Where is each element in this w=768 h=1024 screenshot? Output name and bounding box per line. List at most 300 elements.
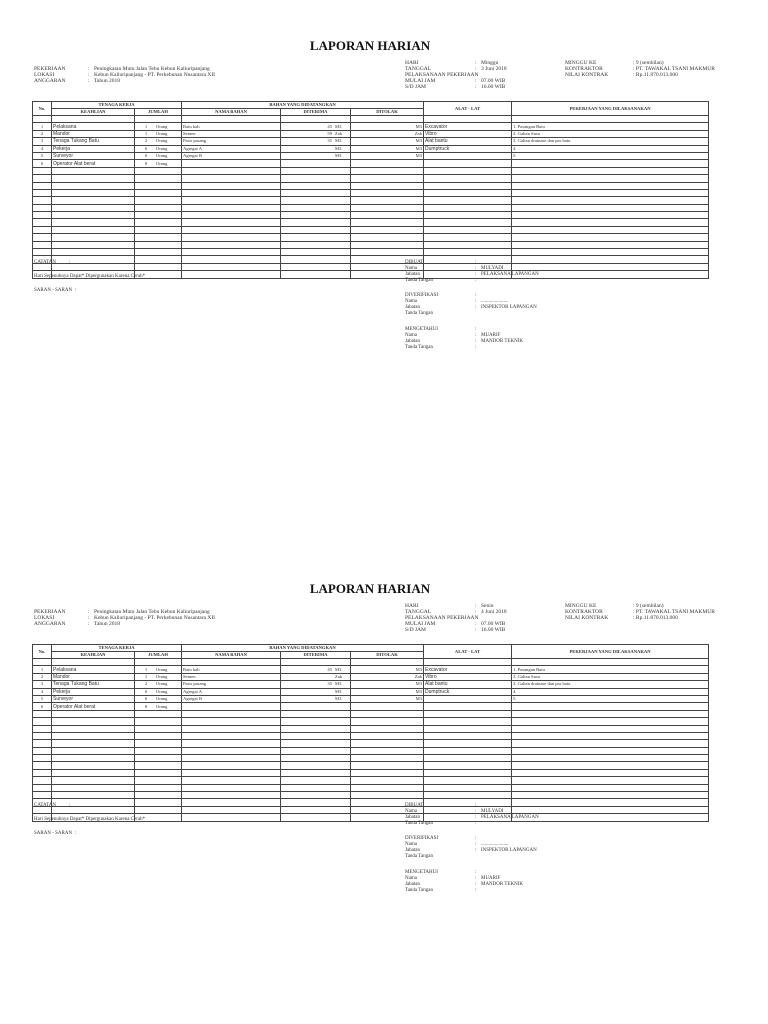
jumlah-cell bbox=[135, 152, 182, 159]
alat-cell bbox=[424, 710, 512, 717]
alat-cell bbox=[424, 182, 512, 189]
diterima-cell bbox=[281, 673, 351, 680]
jumlah-cell bbox=[135, 167, 182, 174]
alat-cell bbox=[424, 762, 512, 769]
header-nama-bahan: NAMA BAHAN bbox=[182, 109, 281, 116]
jumlah-unit: Orang bbox=[156, 123, 168, 129]
jumlah-unit: Orang bbox=[156, 673, 168, 679]
alat-cell bbox=[424, 160, 512, 167]
jumlah-unit: Orang bbox=[156, 688, 168, 694]
pekerjaan-cell bbox=[512, 219, 709, 226]
jumlah-cell bbox=[135, 740, 182, 747]
alat-cell bbox=[424, 219, 512, 226]
keahlian-cell bbox=[52, 732, 135, 739]
alat-cell bbox=[424, 695, 512, 702]
diterima-cell bbox=[281, 249, 351, 256]
row-number bbox=[33, 212, 52, 219]
ditolak-cell: M3 bbox=[351, 681, 424, 688]
row-number bbox=[33, 241, 52, 248]
table-cell bbox=[281, 116, 351, 123]
diterima-cell bbox=[281, 189, 351, 196]
pekerjaan-cell bbox=[512, 167, 709, 174]
diterima-cell bbox=[281, 256, 351, 263]
row-number bbox=[33, 755, 52, 762]
ditolak-cell bbox=[351, 160, 424, 167]
table-row bbox=[33, 799, 709, 806]
jumlah-unit: Orang bbox=[156, 696, 168, 702]
ditolak-cell: M3 bbox=[351, 145, 424, 152]
row-number bbox=[33, 219, 52, 226]
nama-bahan-cell bbox=[182, 732, 281, 739]
header-ditolak: DITOLAK bbox=[351, 652, 424, 659]
jumlah-cell bbox=[135, 182, 182, 189]
header-pekerjaan: PEKERJAAN YANG DILAKSANAKAN bbox=[512, 102, 709, 116]
jumlah-unit: Orang bbox=[156, 130, 168, 136]
ditolak-cell bbox=[351, 777, 424, 784]
pekerjaan-cell bbox=[512, 271, 709, 278]
alat-cell bbox=[424, 189, 512, 196]
nama-bahan-cell: Pasir pasang bbox=[182, 138, 281, 145]
jumlah-cell bbox=[135, 175, 182, 182]
nama-bahan-cell bbox=[182, 182, 281, 189]
pekerjaan-cell bbox=[512, 792, 709, 799]
jumlah-cell bbox=[135, 769, 182, 776]
keahlian-cell bbox=[52, 197, 135, 204]
ditolak-cell: M3 bbox=[351, 123, 424, 130]
ditolak-cell bbox=[351, 740, 424, 747]
pekerjaan-cell: 5. bbox=[512, 695, 709, 702]
diterima-unit: Zak bbox=[335, 130, 343, 136]
row-number bbox=[33, 784, 52, 791]
row-number bbox=[33, 732, 52, 739]
row-number bbox=[33, 792, 52, 799]
nama-bahan-cell bbox=[182, 167, 281, 174]
report-title: LAPORAN HARIAN bbox=[309, 581, 431, 596]
table-row bbox=[33, 703, 709, 710]
pekerjaan-cell bbox=[512, 740, 709, 747]
schedule-info: HARI : Senin TANGGAL : 4 Juni 2018 PELAKSANAAN PEKERJAAN MULAI JAM : 07.00 WIB S/D JAM : 16.00 WIB bbox=[405, 603, 507, 633]
pekerjaan-cell: 4. bbox=[512, 145, 709, 152]
pekerjaan-cell bbox=[512, 256, 709, 263]
ditolak-cell bbox=[351, 718, 424, 725]
header-keahlian: KEAHLIAN bbox=[52, 109, 135, 116]
pekerjaan-cell bbox=[512, 718, 709, 725]
table-row bbox=[33, 182, 709, 189]
pekerjaan-cell bbox=[512, 747, 709, 754]
jumlah-cell bbox=[135, 732, 182, 739]
row-number bbox=[33, 249, 52, 256]
table-row bbox=[33, 666, 709, 673]
jumlah-cell bbox=[135, 710, 182, 717]
ditolak-cell bbox=[351, 249, 424, 256]
table-row bbox=[33, 755, 709, 762]
pekerjaan-cell: 1. Pasangan Batu bbox=[512, 666, 709, 673]
keahlian-cell: Pelaksana bbox=[52, 666, 135, 673]
ditolak-cell bbox=[351, 703, 424, 710]
nama-bahan-cell: Semen bbox=[182, 673, 281, 680]
table-row bbox=[33, 175, 709, 182]
table-cell bbox=[512, 116, 709, 123]
jumlah-cell bbox=[135, 747, 182, 754]
nama-bahan-cell bbox=[182, 212, 281, 219]
nama-bahan-cell bbox=[182, 175, 281, 182]
pekerjaan-cell bbox=[512, 204, 709, 211]
jumlah-cell bbox=[135, 256, 182, 263]
row-number bbox=[33, 197, 52, 204]
jumlah-cell bbox=[135, 695, 182, 702]
jumlah-cell bbox=[135, 263, 182, 270]
jumlah-cell bbox=[135, 762, 182, 769]
row-number: 6 bbox=[33, 703, 52, 710]
table-row bbox=[33, 160, 709, 167]
keahlian-cell bbox=[52, 718, 135, 725]
nama-bahan-cell bbox=[182, 718, 281, 725]
jumlah-cell bbox=[135, 755, 182, 762]
keahlian-cell bbox=[52, 740, 135, 747]
pekerjaan-cell bbox=[512, 784, 709, 791]
ditolak-cell bbox=[351, 175, 424, 182]
ditolak-cell bbox=[351, 234, 424, 241]
nama-bahan-cell: Pasir pasang bbox=[182, 681, 281, 688]
contract-info: MINGGU KE : 9 (sembilan) KONTRAKTOR : PT. TAWAKAL TSANI MAKMUR NILAI KONTRAK : Rp.11.870.013.000 bbox=[565, 603, 715, 621]
alat-cell bbox=[424, 718, 512, 725]
jumlah-cell bbox=[135, 666, 182, 673]
table-row bbox=[33, 130, 709, 137]
nama-bahan-cell bbox=[182, 725, 281, 732]
row-number: 2 bbox=[33, 130, 52, 137]
keahlian-cell: Tenaga Tukang Batu bbox=[52, 138, 135, 145]
ditolak-cell bbox=[351, 226, 424, 233]
jumlah-cell bbox=[135, 792, 182, 799]
nama-bahan-cell bbox=[182, 160, 281, 167]
table-row bbox=[33, 806, 709, 813]
diterima-cell bbox=[281, 762, 351, 769]
diterima-cell bbox=[281, 234, 351, 241]
table-row bbox=[33, 740, 709, 747]
table-row bbox=[33, 784, 709, 791]
alat-cell bbox=[424, 175, 512, 182]
header-no: No. bbox=[33, 102, 52, 116]
ditolak-cell bbox=[351, 167, 424, 174]
diterima-cell bbox=[281, 710, 351, 717]
diterima-cell bbox=[281, 732, 351, 739]
table-cell bbox=[182, 659, 281, 666]
pekerjaan-cell bbox=[512, 189, 709, 196]
diterima-cell bbox=[281, 197, 351, 204]
nama-bahan-cell bbox=[182, 263, 281, 270]
jumlah-value: 6 bbox=[144, 696, 148, 702]
diterima-cell bbox=[281, 799, 351, 806]
diterima-unit: Zak bbox=[335, 673, 343, 679]
project-info: PEKERJAAN : Peningkatan Mutu Jalan Tebu Kebun Kaliuripanjang LOKASI : Kebun Kaliuripanjang - PT. Perkebunan Nusantara XII ANGGARAN : Tahun 2018 bbox=[34, 66, 216, 84]
diterima-unit: M3 bbox=[335, 138, 342, 144]
nama-bahan-cell bbox=[182, 710, 281, 717]
jumlah-cell bbox=[135, 226, 182, 233]
project-info: PEKERJAAN : Peningkatan Mutu Jalan Tebu Kebun Kaliuripanjang LOKASI : Kebun Kaliuripanjang - PT. Perkebunan Nusantara XII ANGGARAN : Tahun 2018 bbox=[34, 609, 216, 627]
pekerjaan-cell bbox=[512, 263, 709, 270]
nama-bahan-cell bbox=[182, 234, 281, 241]
nama-bahan-cell bbox=[182, 792, 281, 799]
alat-cell bbox=[424, 152, 512, 159]
ditolak-cell bbox=[351, 197, 424, 204]
ditolak-cell bbox=[351, 204, 424, 211]
daily-report-table bbox=[32, 644, 709, 822]
ditolak-cell bbox=[351, 182, 424, 189]
table-row bbox=[33, 138, 709, 145]
table-row bbox=[33, 234, 709, 241]
table-cell bbox=[351, 116, 424, 123]
jumlah-cell bbox=[135, 130, 182, 137]
nama-bahan-cell bbox=[182, 747, 281, 754]
schedule-info: HARI : Minggu TANGGAL : 3 Juni 2018 PELAKSANAAN PEKERJAAN MULAI JAM : 07.00 WIB S/D JAM : 16.00 WIB bbox=[405, 60, 507, 90]
alat-cell bbox=[424, 249, 512, 256]
contract-info: MINGGU KE : 9 (sembilan) KONTRAKTOR : PT. TAWAKAL TSANI MAKMUR NILAI KONTRAK : Rp.11.870.013.000 bbox=[565, 60, 715, 78]
header-pekerjaan: PEKERJAAN YANG DILAKSANAKAN bbox=[512, 645, 709, 659]
jumlah-unit: Orang bbox=[156, 138, 168, 144]
diterima-unit: M3 bbox=[335, 688, 342, 694]
alat-cell: Excavator bbox=[424, 666, 512, 673]
table-cell bbox=[351, 659, 424, 666]
pekerjaan-cell bbox=[512, 769, 709, 776]
row-number: 3 bbox=[33, 681, 52, 688]
nama-bahan-cell bbox=[182, 226, 281, 233]
ditolak-cell bbox=[351, 725, 424, 732]
alat-cell: Vibro bbox=[424, 673, 512, 680]
pekerjaan-cell bbox=[512, 814, 709, 821]
diterima-unit: M3 bbox=[335, 123, 342, 129]
ditolak-cell: M3 bbox=[351, 152, 424, 159]
ditolak-cell bbox=[351, 747, 424, 754]
nama-bahan-cell bbox=[182, 219, 281, 226]
alat-cell bbox=[424, 234, 512, 241]
diterima-unit: M3 bbox=[335, 681, 342, 687]
diterima-cell bbox=[281, 204, 351, 211]
keahlian-cell bbox=[52, 241, 135, 248]
pekerjaan-cell: 4. bbox=[512, 688, 709, 695]
jumlah-cell bbox=[135, 806, 182, 813]
alat-cell bbox=[424, 167, 512, 174]
keahlian-cell bbox=[52, 226, 135, 233]
row-number bbox=[33, 777, 52, 784]
alat-cell: Vibro bbox=[424, 130, 512, 137]
jumlah-value: 8 bbox=[144, 160, 148, 166]
jumlah-value: 1 bbox=[144, 666, 148, 672]
diterima-cell bbox=[281, 666, 351, 673]
ditolak-cell: Zak bbox=[351, 673, 424, 680]
jumlah-cell bbox=[135, 189, 182, 196]
jumlah-cell bbox=[135, 160, 182, 167]
jumlah-cell bbox=[135, 688, 182, 695]
table-row bbox=[33, 792, 709, 799]
pekerjaan-cell bbox=[512, 725, 709, 732]
diterima-cell bbox=[281, 725, 351, 732]
table-row bbox=[33, 212, 709, 219]
daily-report-table bbox=[32, 101, 709, 279]
pekerjaan-cell bbox=[512, 732, 709, 739]
diterima-cell bbox=[281, 152, 351, 159]
table-row bbox=[33, 145, 709, 152]
table-row bbox=[33, 204, 709, 211]
row-number bbox=[33, 740, 52, 747]
jumlah-cell bbox=[135, 703, 182, 710]
jumlah-value: 1 bbox=[144, 123, 148, 129]
pekerjaan-cell bbox=[512, 197, 709, 204]
diterima-unit: M3 bbox=[335, 696, 342, 702]
jumlah-cell bbox=[135, 219, 182, 226]
alat-cell bbox=[424, 212, 512, 219]
keahlian-cell bbox=[52, 747, 135, 754]
nama-bahan-cell bbox=[182, 762, 281, 769]
header-bahan: BAHAN YANG DIDATANGKAN bbox=[182, 102, 424, 109]
nama-bahan-cell bbox=[182, 256, 281, 263]
table-row bbox=[33, 659, 709, 666]
keahlian-cell: Operator Alat berat bbox=[52, 703, 135, 710]
diterima-cell bbox=[281, 145, 351, 152]
keahlian-cell: Pelaksana bbox=[52, 123, 135, 130]
keahlian-cell: Surveyor bbox=[52, 152, 135, 159]
nama-bahan-cell bbox=[182, 784, 281, 791]
report-title: LAPORAN HARIAN bbox=[309, 38, 431, 53]
table-row bbox=[33, 189, 709, 196]
diterima-unit: M3 bbox=[335, 153, 342, 159]
row-number bbox=[33, 710, 52, 717]
nama-bahan-cell bbox=[182, 806, 281, 813]
table-row bbox=[33, 249, 709, 256]
header-no: No. bbox=[33, 645, 52, 659]
jumlah-unit: Orang bbox=[156, 145, 168, 151]
ditolak-cell bbox=[351, 762, 424, 769]
nama-bahan-cell bbox=[182, 271, 281, 278]
jumlah-cell bbox=[135, 204, 182, 211]
table-row bbox=[33, 226, 709, 233]
ditolak-cell: M3 bbox=[351, 695, 424, 702]
row-number bbox=[33, 234, 52, 241]
jumlah-value: 8 bbox=[144, 703, 148, 709]
daily-report-1: LAPORAN HARIAN PEKERJAAN : Peningkatan Mutu Jalan Tebu Kebun Kaliuripanjang LOKASI : Kebun Kaliuripanjang - PT. Perkebunan Nusantara XII ANGGARAN : Tahun 2018 HARI : Minggu TANGGAL : 3 Juni 2018 PELAKSANAAN PEKERJAAN MULAI JAM : 07.00 WIB S/D JAM : 16.00 WIB MINGGU KE : 9 (sembilan) KONTRAKTOR : PT. TAWAKAL TSANI MAKMUR NILAI KONTRAK : Rp.11.870.013.000 No. TENAGA KERJA BAHAN YANG DIDATANGKAN ALAT - LAT PEKERJAAN YANG DILAKSANAKAN KEAHLIAN JUMLAH NAMA BAHAN DITERIMA DITOLAK 1 Pelaksana 1 Orang Batu kali 45 M3 M3 Excavator 1. Pasangan Batu 2 Mandor 1 Orang Semen 59 Zak Zak Vibro 2. Galian Susu 3 Tenaga Tukang Batu 2 Orang Pasir pasang 35 M3 M3 Alat bantu 3. Galian drainase dan pas batu 4 Pekerja 6 Orang Agregat A M3 M3 Dumptruck 4. 5 Surveyor 6 Orang Agregat B M3 M3 5. 6 Operator Alat berat 8 Orang CATATAN : Hari Sepenuhnya Dapat* Dipergunakan Karena Cerah* SARAN - SARAN : DIBUAT : Nama : MULYADI Jabatan : PELAKSANA LAPANGAN Tanda Tangan : DIVERIFIKASI : Nama : ...................... Jabatan : INSPEKTOR LAPANGAN Tanda Tangan MENGETAHUI : Nama : MUARIF Jabatan : MANDOR TEKNIK Tanda Tangan : bbox=[0, 32, 768, 472]
jumlah-unit: Orang bbox=[156, 160, 168, 166]
row-number bbox=[33, 725, 52, 732]
pekerjaan-cell: 2. Galian Susu bbox=[512, 673, 709, 680]
diterima-cell bbox=[281, 769, 351, 776]
alat-cell bbox=[424, 777, 512, 784]
pekerjaan-cell bbox=[512, 710, 709, 717]
daily-report-2: LAPORAN HARIAN PEKERJAAN : Peningkatan Mutu Jalan Tebu Kebun Kaliuripanjang LOKASI : Kebun Kaliuripanjang - PT. Perkebunan Nusantara XII ANGGARAN : Tahun 2018 HARI : Senin TANGGAL : 4 Juni 2018 PELAKSANAAN PEKERJAAN MULAI JAM : 07.00 WIB S/D JAM : 16.00 WIB MINGGU KE : 9 (sembilan) KONTRAKTOR : PT. TAWAKAL TSANI MAKMUR NILAI KONTRAK : Rp.11.870.013.000 No. TENAGA KERJA BAHAN YANG DIDATANGKAN ALAT - LAT PEKERJAAN YANG DILAKSANAKAN KEAHLIAN JUMLAH NAMA BAHAN DITERIMA DITOLAK 1 Pelaksana 1 Orang Batu kali 45 M3 M3 Excavator 1. Pasangan Batu 2 Mandor 1 Orang Semen Zak Zak Vibro 2. Galian Susu 3 Tenaga Tukang Batu 2 Orang Pasir pasang 35 M3 M3 Alat bantu 3. Galian drainase dan pas batu 4 Pekerja 6 Orang Agregat A M3 M3 Dumptruck 4. 5 Surveyor 6 Orang Agregat B M3 M3 5. 6 Operator Alat berat 8 Orang CATATAN : Hari Sepenuhnya Dapat* Dipergunakan Karena Cerah* SARAN - SARAN : DIBUAT : Nama : MULYADI Jabatan : PELAKSANA LAPANGAN Tanda Tangan : DIVERIFIKASI : Nama : ...................... Jabatan : INSPEKTOR LAPANGAN Tanda Tangan MENGETAHUI : Nama : MUARIF Jabatan : MANDOR TEKNIK Tanda Tangan : bbox=[0, 575, 768, 1015]
header-bahan: BAHAN YANG DIDATANGKAN bbox=[182, 645, 424, 652]
ditolak-cell bbox=[351, 189, 424, 196]
keahlian-cell bbox=[52, 182, 135, 189]
diterima-value: 45 bbox=[327, 123, 332, 129]
keahlian-cell: Operator Alat berat bbox=[52, 160, 135, 167]
nama-bahan-cell bbox=[182, 204, 281, 211]
jumlah-unit: Orang bbox=[156, 703, 168, 709]
diterima-cell bbox=[281, 271, 351, 278]
diterima-cell bbox=[281, 688, 351, 695]
table-row bbox=[33, 762, 709, 769]
keahlian-cell bbox=[52, 755, 135, 762]
diterima-cell bbox=[281, 138, 351, 145]
nama-bahan-cell bbox=[182, 249, 281, 256]
jumlah-unit: Orang bbox=[156, 666, 168, 672]
pekerjaan-cell bbox=[512, 175, 709, 182]
keahlian-cell bbox=[52, 762, 135, 769]
pekerjaan-cell bbox=[512, 703, 709, 710]
diterima-cell bbox=[281, 695, 351, 702]
jumlah-cell bbox=[135, 725, 182, 732]
nama-bahan-cell bbox=[182, 703, 281, 710]
ditolak-cell: M3 bbox=[351, 688, 424, 695]
diterima-cell bbox=[281, 167, 351, 174]
keahlian-cell: Surveyor bbox=[52, 695, 135, 702]
pekerjaan-cell bbox=[512, 182, 709, 189]
keahlian-cell bbox=[52, 167, 135, 174]
row-number: 5 bbox=[33, 695, 52, 702]
keahlian-cell: Mandor bbox=[52, 673, 135, 680]
jumlah-unit: Orang bbox=[156, 681, 168, 687]
row-number bbox=[33, 762, 52, 769]
table-cell bbox=[182, 116, 281, 123]
diterima-cell bbox=[281, 792, 351, 799]
pekerjaan-cell bbox=[512, 755, 709, 762]
keahlian-cell: Pekerja bbox=[52, 688, 135, 695]
pekerjaan-cell bbox=[512, 806, 709, 813]
jumlah-cell bbox=[135, 123, 182, 130]
table-row bbox=[33, 725, 709, 732]
row-number bbox=[33, 747, 52, 754]
nama-bahan-cell bbox=[182, 799, 281, 806]
table-row bbox=[33, 219, 709, 226]
ditolak-cell bbox=[351, 219, 424, 226]
pekerjaan-cell: 3. Galian drainase dan pas batu bbox=[512, 681, 709, 688]
table-cell bbox=[281, 659, 351, 666]
alat-cell bbox=[424, 792, 512, 799]
nama-bahan-cell: Batu kali bbox=[182, 666, 281, 673]
table-row bbox=[33, 241, 709, 248]
nama-bahan-cell: Agregat A bbox=[182, 145, 281, 152]
jumlah-cell bbox=[135, 784, 182, 791]
keahlian-cell bbox=[52, 725, 135, 732]
table-cell bbox=[33, 116, 52, 123]
ditolak-cell: M3 bbox=[351, 138, 424, 145]
pekerjaan-cell bbox=[512, 777, 709, 784]
keahlian-cell: Tenaga Tukang Batu bbox=[52, 681, 135, 688]
ditolak-cell bbox=[351, 755, 424, 762]
nama-bahan-cell bbox=[182, 189, 281, 196]
keahlian-cell bbox=[52, 212, 135, 219]
alat-cell: Dumptruck bbox=[424, 688, 512, 695]
table-row bbox=[33, 688, 709, 695]
diterima-unit: M3 bbox=[335, 666, 342, 672]
diterima-value: 35 bbox=[327, 138, 332, 144]
diterima-cell bbox=[281, 241, 351, 248]
keahlian-cell bbox=[52, 777, 135, 784]
table-cell bbox=[135, 659, 182, 666]
header-diterima: DITERIMA bbox=[281, 109, 351, 116]
table-row bbox=[33, 256, 709, 263]
table-cell bbox=[33, 659, 52, 666]
row-number bbox=[33, 189, 52, 196]
table-cell bbox=[52, 659, 135, 666]
ditolak-cell bbox=[351, 784, 424, 791]
diterima-value: 35 bbox=[327, 681, 332, 687]
pekerjaan-cell bbox=[512, 212, 709, 219]
nama-bahan-cell bbox=[182, 755, 281, 762]
row-number: 1 bbox=[33, 123, 52, 130]
table-row bbox=[33, 769, 709, 776]
header-alat: ALAT - LAT bbox=[424, 645, 512, 659]
keahlian-cell bbox=[52, 234, 135, 241]
diterima-cell bbox=[281, 226, 351, 233]
row-number: 3 bbox=[33, 138, 52, 145]
